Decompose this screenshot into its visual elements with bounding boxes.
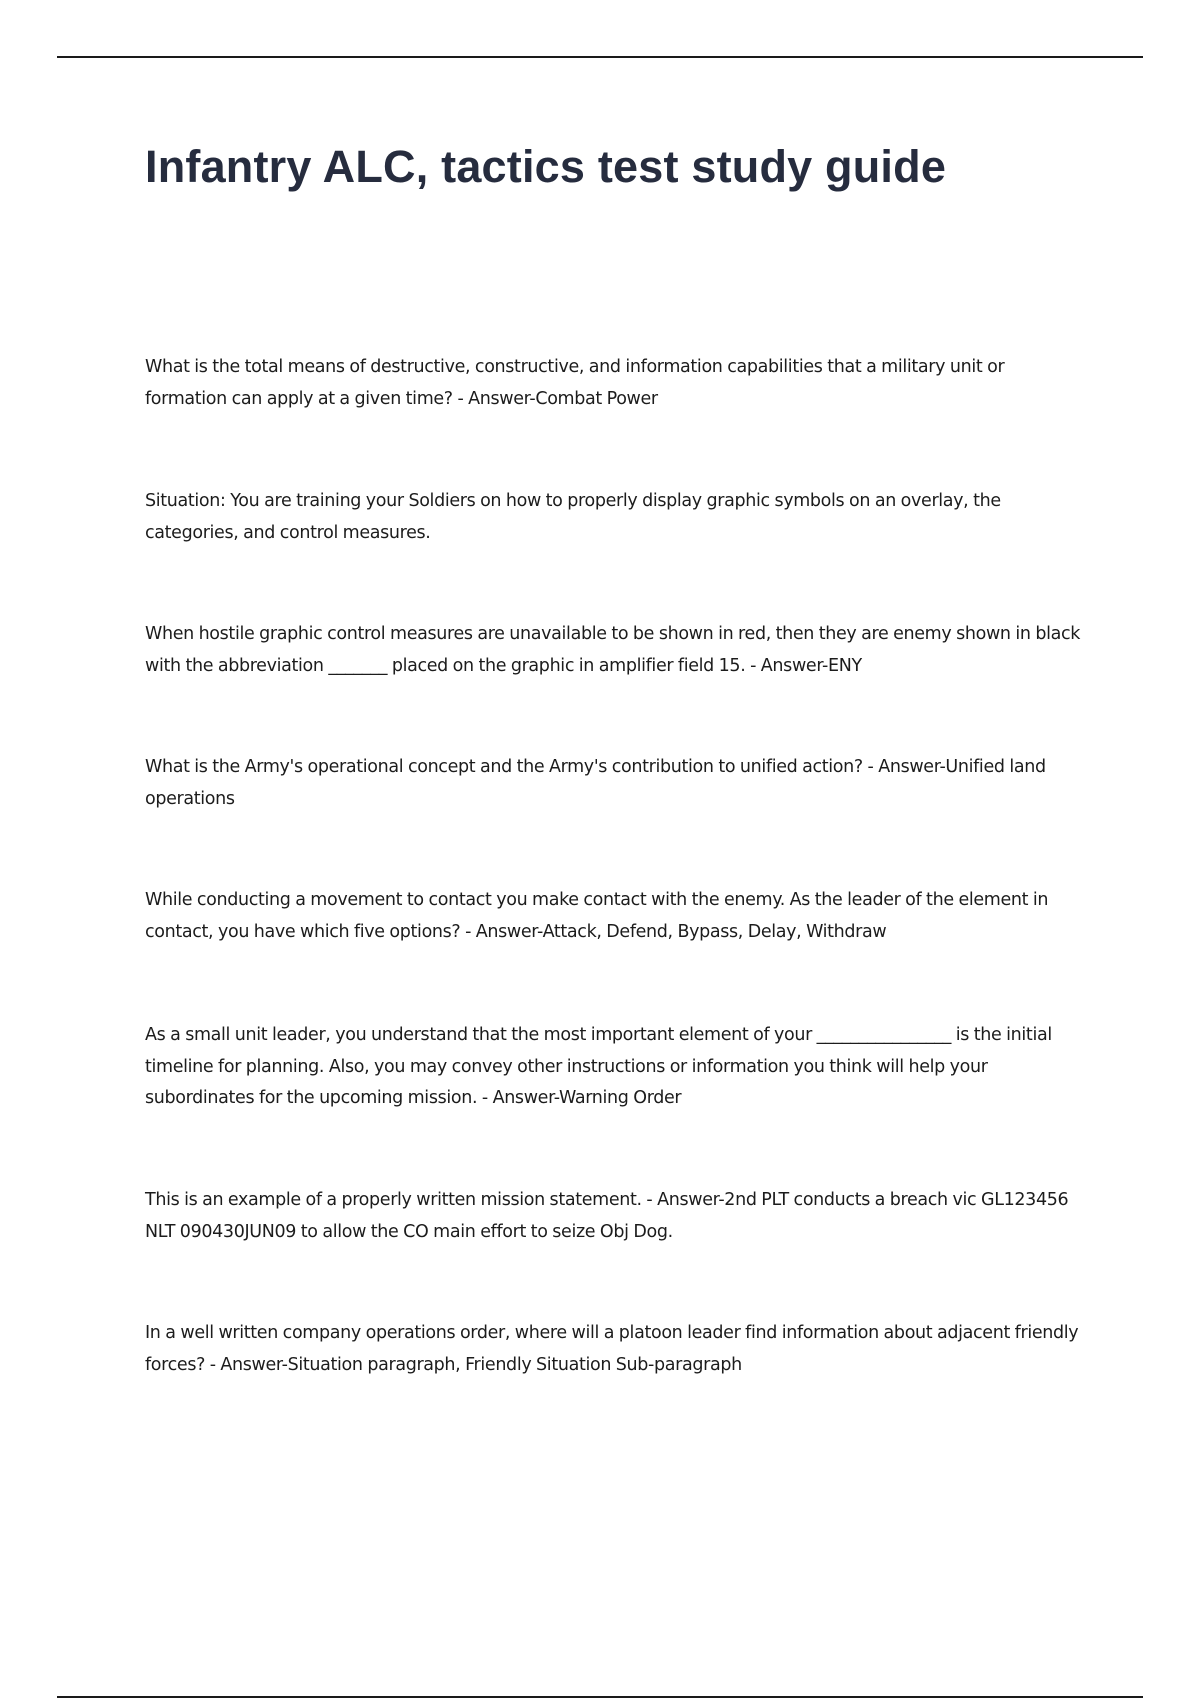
question-item-7: This is an example of a properly written mission statement. - Answer-2nd PLT conducts a breach vic GL123456 NLT 090430JUN09 to allow the CO main effort to seize Obj Dog. — [145, 1190, 1069, 1242]
question-item-8: In a well written company operations order, where will a platoon leader find information about adjacent friendly forces? - Answer-Situation paragraph, Friendly Situation Sub-paragraph — [145, 1323, 1079, 1375]
question-item-2: Situation: You are training your Soldiers on how to properly display graphic symbols on an overlay, the categories, and control measures. — [145, 491, 1001, 543]
question-item-6: As a small unit leader, you understand that the most important element of your ________________ is the initial timeline for planning. Also, you may convey other instructions or information you think will help your subordinates for the upcoming mission. - Answer-Warning Order — [145, 1025, 1052, 1108]
question-item-1: What is the total means of destructive, constructive, and information capabilities that a military unit or formation can apply at a given time? - Answer-Combat Power — [145, 357, 1005, 409]
question-item-4: What is the Army's operational concept and the Army's contribution to unified action? - Answer-Unified land operations — [145, 757, 1046, 809]
bottom-divider — [57, 1696, 1143, 1698]
question-item-3: When hostile graphic control measures are unavailable to be shown in red, then they are enemy shown in black with the abbreviation _______ placed on the graphic in amplifier field 15. - Answer-ENY — [145, 624, 1081, 676]
top-divider — [57, 56, 1143, 58]
page-title: Infantry ALC, tactics test study guide — [145, 141, 947, 192]
question-item-5: While conducting a movement to contact you make contact with the enemy. As the leader of the element in contact, you have which five options? - Answer-Attack, Defend, Bypass, Delay, Withdraw — [145, 890, 1049, 942]
